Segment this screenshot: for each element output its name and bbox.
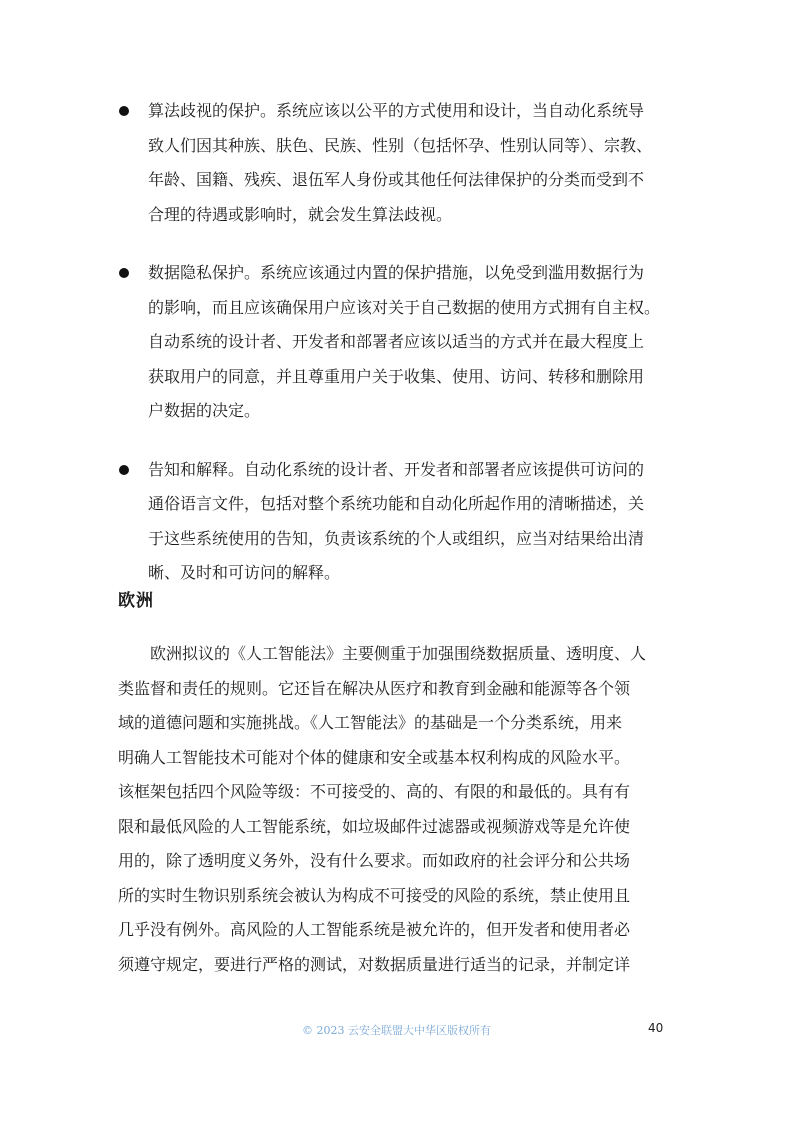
bullet-item-algorithmic-discrimination bbox=[118, 94, 688, 232]
footer-copyright: © 2023 云安全联盟大中华区版权所有 bbox=[302, 1024, 491, 1037]
bullet-dot-icon bbox=[119, 465, 129, 475]
section-heading-europe: 欧洲 bbox=[118, 591, 154, 611]
bullet-text: 告知和解释。自动化系统的设计者、开发者和部署者应该提供可访问的 通俗语言文件，包括对整个系统功能和自动化所起作用的清晰描述，关 于这些系统使用的告知，负责该系统的个人或组织，应当对结果给出清 晰、及时和可访问的解释。 bbox=[148, 459, 645, 582]
bullet-dot-icon bbox=[119, 106, 129, 116]
bullet-dot-icon bbox=[119, 268, 129, 278]
bullet-item-data-privacy bbox=[118, 256, 688, 429]
bullet-text: 算法歧视的保护。系统应该以公平的方式使用和设计，当自动化系统导 致人们因其种族、肤色、民族、性别（包括怀孕、性别认同等）、宗教、 年龄、国籍、残疾、退伍军人身份或其他任何法律保护的分类而受到不 合理的待遇或影响时，就会发生算法歧视。 bbox=[148, 101, 653, 224]
body-paragraph: 欧洲拟议的《人工智能法》主要侧重于加强围绕数据质量、透明度、人 类监督和责任的规则。它还旨在解决从医疗和教育到金融和能源等各个领 域的道德问题和实施挑战。《人工智能法》的基础是一个分类系统，用来 明确人工智能技术可能对个体的健康和安全或基本权利构成的风险水平。 该框架包括四个风险等级：不可接受的、高的、有限的和最低的。具有有 限和最低风险的人工智能系统，如垃圾邮件过滤器或视频游戏等是允许使 用的，除了透明度义务外，没有什么要求。而如政府的社会评分和公共场 所的实时生物识别系统会被认为构成不可接受的风险的系统，禁止使用且 几乎没有例外。高风险的人工智能系统是被允许的，但开发者和使用者必 须遵守规定，要进行严格的测试，对数据质量进行适当的记录，并制定详 bbox=[118, 644, 647, 974]
bullet-item-notice-explanation bbox=[118, 453, 688, 591]
page-number: 40 bbox=[648, 1021, 664, 1035]
bullet-text: 数据隐私保护。系统应该通过内置的保护措施，以免受到滥用数据行为 的影响，而且应该确保用户应该对关于自己数据的使用方式拥有自主权。 自动系统的设计者、开发者和部署者应该以适当的方式并在最大程度上 获取用户的同意，并且尊重用户关于收集、使用、访问、转移和删除用 户数据的决定。 bbox=[148, 263, 661, 420]
bullet-list bbox=[118, 94, 688, 615]
